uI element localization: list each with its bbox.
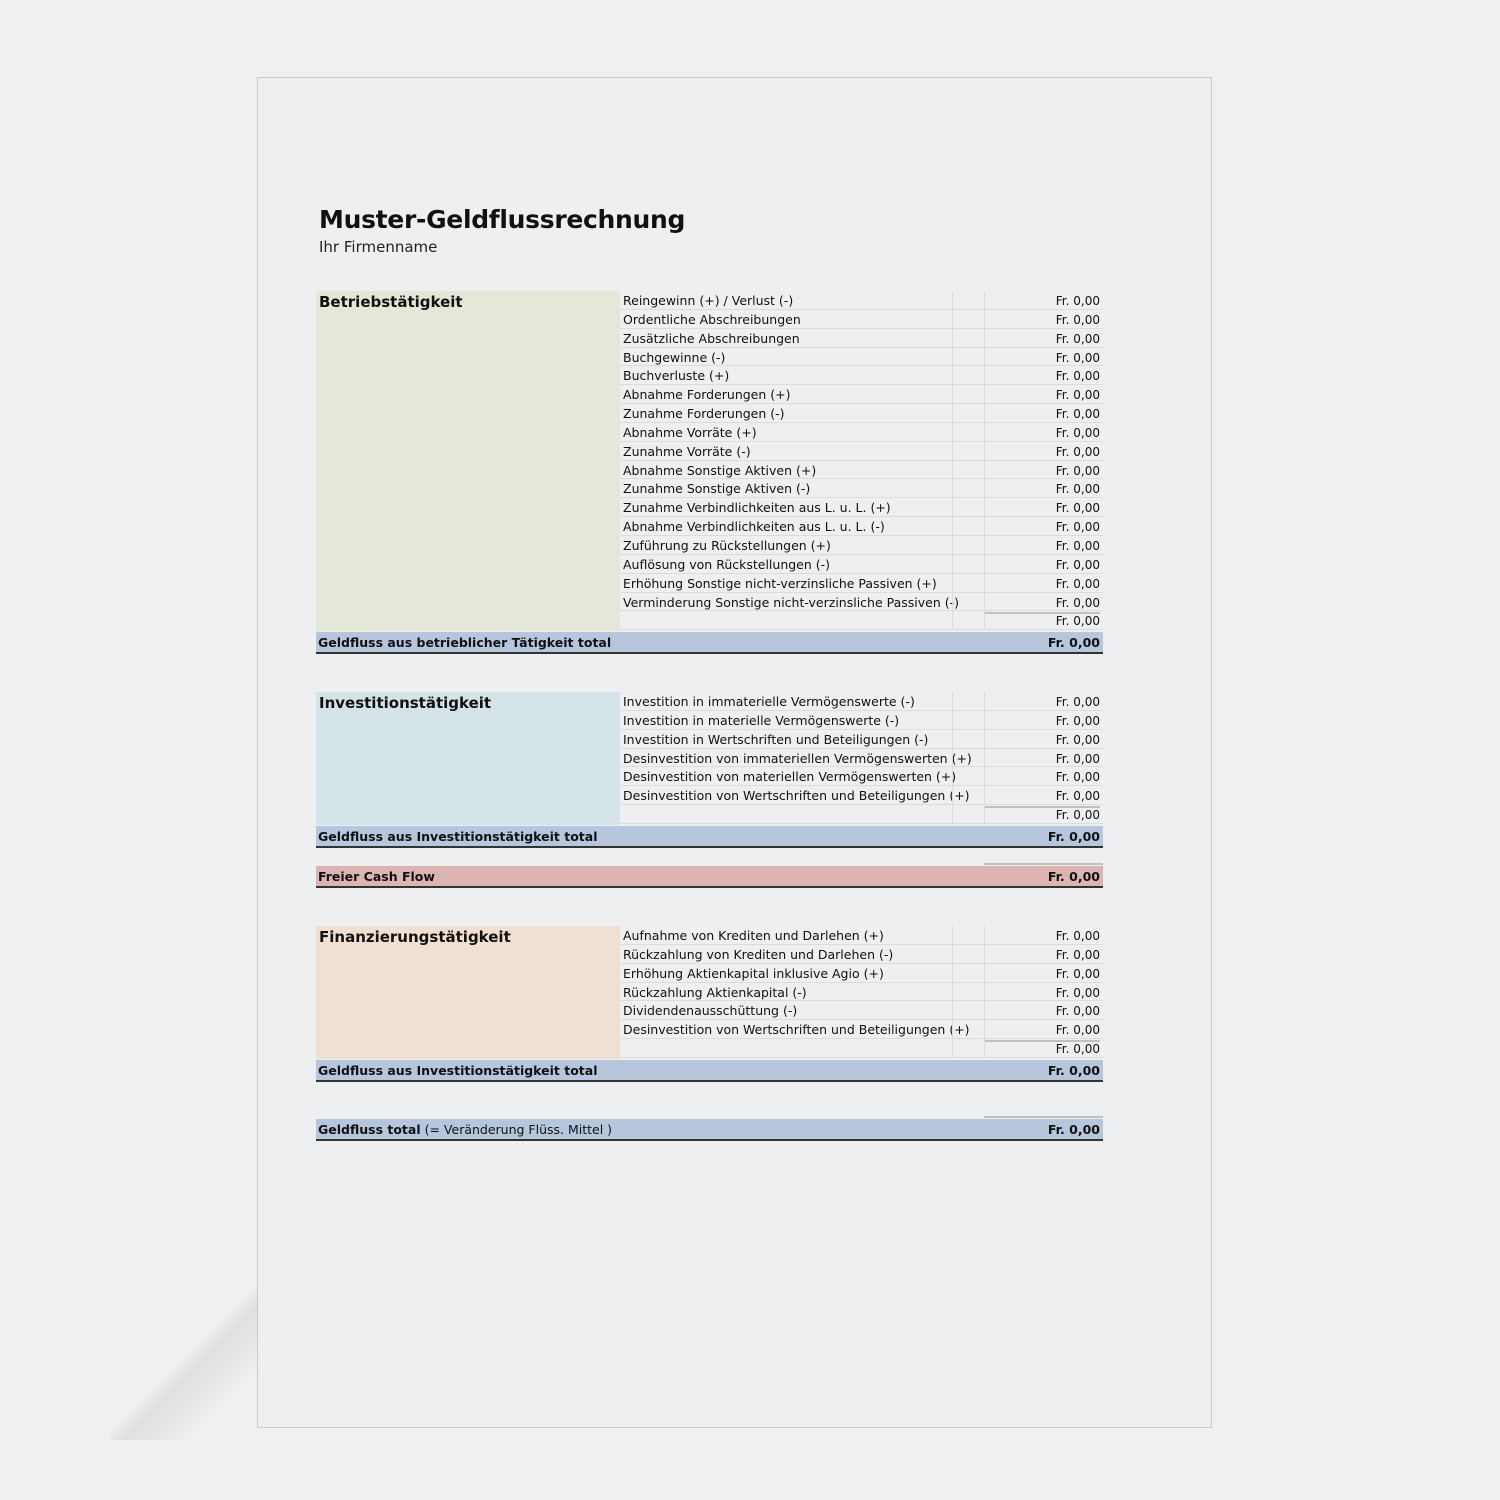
sum-line — [984, 863, 1103, 865]
row-value: Fr. 0,00 — [1055, 751, 1100, 766]
row-value: Fr. 0,00 — [1055, 985, 1100, 1000]
section-heading-betrieb — [316, 291, 620, 631]
cell-divider — [984, 593, 985, 611]
section-title: Finanzierungstätigkeit — [319, 928, 511, 946]
row-value: Fr. 0,00 — [1055, 350, 1100, 365]
row-label: Verminderung Sonstige nicht-verzinsliche Passiven (-) — [623, 594, 960, 610]
cell-divider — [952, 805, 953, 823]
row-value: Fr. 0,00 — [985, 806, 1100, 822]
cell-divider — [952, 964, 953, 982]
table-row — [620, 461, 1103, 480]
row-value: Fr. 0,00 — [1055, 1023, 1100, 1038]
row-list — [620, 926, 1103, 1058]
row-label: Desinvestition von materiellen Vermögenswerten (+) — [623, 769, 957, 785]
cell-divider — [952, 692, 953, 710]
total-row-betrieb — [316, 632, 1103, 654]
table-row — [620, 498, 1103, 517]
row-label: Abnahme Sonstige Aktiven (+) — [623, 462, 817, 478]
cell-divider — [952, 517, 953, 535]
total-label: Geldfluss aus Investitionstätigkeit total — [318, 829, 598, 844]
cell-divider — [952, 536, 953, 554]
total-row-freecashflow — [316, 866, 1103, 888]
cell-divider — [984, 461, 985, 479]
table-row — [620, 479, 1103, 498]
cell-divider — [952, 442, 953, 460]
row-label: Rückzahlung von Krediten und Darlehen (-) — [623, 946, 894, 962]
table-row — [620, 310, 1103, 329]
row-label: Abnahme Verbindlichkeiten aus L. u. L. (-) — [623, 519, 885, 535]
row-value: Fr. 0,00 — [1055, 947, 1100, 962]
total-label: Geldfluss aus Investitionstätigkeit total — [318, 1063, 598, 1078]
cell-divider — [952, 291, 953, 309]
cell-divider — [984, 983, 985, 1001]
cell-divider — [952, 366, 953, 384]
cell-divider — [984, 964, 985, 982]
cell-divider — [984, 291, 985, 309]
table-row — [620, 442, 1103, 461]
cell-divider — [952, 786, 953, 804]
table-row — [620, 964, 1103, 983]
table-row — [620, 805, 1103, 824]
row-label: Rückzahlung Aktienkapital (-) — [623, 984, 807, 1000]
row-list — [620, 692, 1103, 824]
row-label: Erhöhung Aktienkapital inklusive Agio (+) — [623, 965, 884, 981]
cell-divider — [984, 423, 985, 441]
cell-divider — [952, 1020, 953, 1038]
cell-divider — [952, 498, 953, 516]
row-value: Fr. 0,00 — [1055, 294, 1100, 308]
row-label: Zunahme Verbindlichkeiten aus L. u. L. (+) — [623, 500, 891, 516]
total-label — [318, 1122, 612, 1137]
row-value: Fr. 0,00 — [1055, 789, 1100, 804]
cell-divider — [984, 366, 985, 384]
table-row — [620, 1001, 1103, 1020]
cell-divider — [952, 1001, 953, 1019]
cell-divider — [984, 1001, 985, 1019]
cell-divider — [952, 767, 953, 785]
row-value: Fr. 0,00 — [1055, 425, 1100, 440]
page-shadow — [110, 1290, 270, 1440]
cell-divider — [984, 517, 985, 535]
section-title: Betriebstätigkeit — [319, 293, 463, 311]
row-label: Zunahme Vorräte (-) — [623, 443, 751, 459]
total-value: Fr. 0,00 — [1047, 1063, 1100, 1078]
row-label: Desinvestition von Wertschriften und Beteiligungen (+) — [623, 788, 970, 804]
table-row — [620, 404, 1103, 423]
cell-divider — [952, 574, 953, 592]
row-value: Fr. 0,00 — [1055, 557, 1100, 572]
row-value: Fr. 0,00 — [1055, 695, 1100, 709]
table-row — [620, 291, 1103, 310]
total-value: Fr. 0,00 — [1047, 829, 1100, 844]
section-heading-investition — [316, 692, 620, 825]
total-value: Fr. 0,00 — [1047, 635, 1100, 650]
cell-divider — [952, 711, 953, 729]
row-value: Fr. 0,00 — [1055, 713, 1100, 728]
cell-divider — [952, 926, 953, 944]
section-heading-finanzierung — [316, 926, 620, 1059]
cell-divider — [952, 1039, 953, 1057]
cell-divider — [984, 730, 985, 748]
row-label: Zunahme Forderungen (-) — [623, 406, 785, 422]
row-value: Fr. 0,00 — [1055, 444, 1100, 459]
row-value: Fr. 0,00 — [1055, 595, 1100, 610]
row-list — [620, 291, 1103, 630]
cell-divider — [984, 498, 985, 516]
cell-divider — [952, 423, 953, 441]
row-value: Fr. 0,00 — [985, 1040, 1100, 1056]
table-row — [620, 385, 1103, 404]
row-label: Reingewinn (+) / Verlust (-) — [623, 293, 794, 308]
table-row — [620, 945, 1103, 964]
cell-divider — [952, 593, 953, 611]
total-label: Freier Cash Flow — [318, 869, 435, 884]
row-label: Ordentliche Abschreibungen — [623, 311, 801, 327]
cell-divider — [984, 310, 985, 328]
row-label: Desinvestition von Wertschriften und Beteiligungen (+) — [623, 1022, 970, 1038]
table-row — [620, 593, 1103, 612]
row-label: Investition in materielle Vermögenswerte (-) — [623, 712, 900, 728]
cell-divider — [952, 983, 953, 1001]
table-row — [620, 348, 1103, 367]
cell-divider — [984, 555, 985, 573]
cell-divider — [952, 749, 953, 767]
cell-divider — [984, 329, 985, 347]
row-label: Aufnahme von Krediten und Darlehen (+) — [623, 928, 884, 943]
cell-divider — [984, 574, 985, 592]
cell-divider — [984, 348, 985, 366]
section-title: Investitionstätigkeit — [319, 694, 492, 712]
table-row — [620, 329, 1103, 348]
cell-divider — [984, 385, 985, 403]
row-label: Investition in immaterielle Vermögenswerte (-) — [623, 694, 915, 709]
row-label: Investition in Wertschriften und Beteiligungen (-) — [623, 731, 929, 747]
cell-divider — [984, 711, 985, 729]
row-value: Fr. 0,00 — [1055, 369, 1100, 384]
total-label-bold: Geldfluss total — [318, 1122, 421, 1137]
cell-divider — [984, 767, 985, 785]
row-value: Fr. 0,00 — [1055, 929, 1100, 943]
table-row — [620, 730, 1103, 749]
cell-divider — [952, 730, 953, 748]
row-value: Fr. 0,00 — [1055, 312, 1100, 327]
document-title: Muster-Geldflussrechnung — [319, 205, 686, 234]
row-label: Buchverluste (+) — [623, 368, 730, 384]
row-label: Auflösung von Rückstellungen (-) — [623, 556, 831, 572]
table-row — [620, 711, 1103, 730]
cell-divider — [952, 479, 953, 497]
table-row — [620, 574, 1103, 593]
cell-divider — [952, 404, 953, 422]
table-row — [620, 926, 1103, 945]
cell-divider — [952, 348, 953, 366]
table-row — [620, 1020, 1103, 1039]
table-row — [620, 983, 1103, 1002]
row-value: Fr. 0,00 — [1055, 538, 1100, 553]
table-row — [620, 555, 1103, 574]
row-value: Fr. 0,00 — [1055, 1004, 1100, 1019]
cell-divider — [984, 536, 985, 554]
cell-divider — [952, 329, 953, 347]
row-value: Fr. 0,00 — [1055, 966, 1100, 981]
cell-divider — [952, 310, 953, 328]
cell-divider — [984, 442, 985, 460]
row-value: Fr. 0,00 — [1055, 576, 1100, 591]
total-label: Geldfluss aus betrieblicher Tätigkeit total — [318, 635, 612, 650]
cell-divider — [984, 692, 985, 710]
total-value: Fr. 0,00 — [1047, 1122, 1100, 1137]
cell-divider — [984, 749, 985, 767]
row-value: Fr. 0,00 — [1055, 482, 1100, 497]
row-value: Fr. 0,00 — [1055, 501, 1100, 516]
cell-divider — [952, 555, 953, 573]
cell-divider — [952, 385, 953, 403]
row-label: Dividendenausschüttung (-) — [623, 1003, 798, 1019]
cell-divider — [952, 945, 953, 963]
table-row — [620, 366, 1103, 385]
row-label: Erhöhung Sonstige nicht-verzinsliche Passiven (+) — [623, 575, 937, 591]
table-row — [620, 1039, 1103, 1058]
row-value: Fr. 0,00 — [1055, 732, 1100, 747]
row-value: Fr. 0,00 — [1055, 331, 1100, 346]
sum-line — [984, 1116, 1103, 1118]
cell-divider — [952, 461, 953, 479]
cell-divider — [984, 404, 985, 422]
total-value: Fr. 0,00 — [1047, 869, 1100, 884]
cell-divider — [984, 479, 985, 497]
row-value: Fr. 0,00 — [1055, 520, 1100, 535]
row-value: Fr. 0,00 — [1055, 463, 1100, 478]
row-label: Zunahme Sonstige Aktiven (-) — [623, 481, 811, 497]
row-value: Fr. 0,00 — [1055, 770, 1100, 785]
table-row — [620, 749, 1103, 768]
table-row — [620, 786, 1103, 805]
row-value: Fr. 0,00 — [1055, 388, 1100, 403]
cell-divider — [984, 786, 985, 804]
total-row-grand — [316, 1119, 1103, 1141]
total-row-investition — [316, 826, 1103, 848]
table-row — [620, 423, 1103, 442]
company-name: Ihr Firmenname — [319, 238, 438, 256]
row-value: Fr. 0,00 — [985, 612, 1100, 628]
table-row — [620, 611, 1103, 630]
row-label: Zusätzliche Abschreibungen — [623, 330, 800, 346]
row-label: Abnahme Vorräte (+) — [623, 424, 757, 440]
cell-divider — [984, 1020, 985, 1038]
row-label: Zuführung zu Rückstellungen (+) — [623, 537, 831, 553]
total-row-finanzierung — [316, 1060, 1103, 1082]
cell-divider — [984, 926, 985, 944]
table-row — [620, 767, 1103, 786]
cell-divider — [952, 611, 953, 629]
cell-divider — [984, 945, 985, 963]
row-label: Desinvestition von immateriellen Vermögenswerten (+) — [623, 750, 972, 766]
row-value: Fr. 0,00 — [1055, 407, 1100, 422]
table-row — [620, 692, 1103, 711]
table-row — [620, 536, 1103, 555]
table-row — [620, 517, 1103, 536]
total-label-note: (= Veränderung Flüss. Mittel ) — [420, 1122, 613, 1137]
row-label: Abnahme Forderungen (+) — [623, 387, 791, 403]
row-label: Buchgewinne (-) — [623, 349, 726, 365]
